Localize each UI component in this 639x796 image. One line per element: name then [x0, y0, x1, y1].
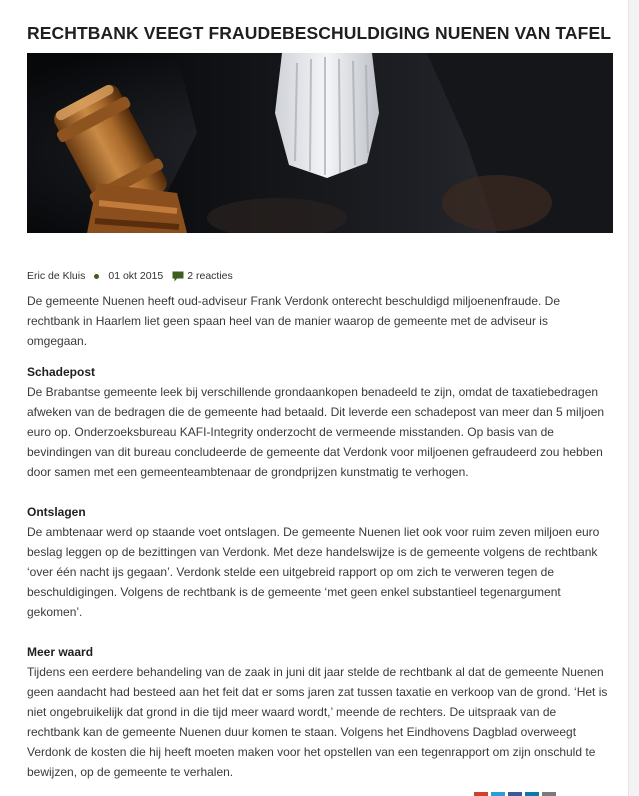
text-line: rechtbank kan de gemeente Nuenen duur komen te staan. Volgens het Eindhovens Dagblad overweegt	[27, 725, 577, 739]
text-line: euro op. Onderzoeksbureau KAFI-Integrity onderzocht de vermeende misstanden. Op basis van de	[27, 425, 554, 439]
text-line: De Brabantse gemeente leek bij verschillende grondaankopen benadeeld te zijn, omdat de taxatiebedragen	[27, 385, 599, 399]
text-line: omgegaan.	[27, 334, 88, 348]
intro-paragraph	[27, 291, 613, 351]
text-line: bevindingen van dit bureau concludeerde de gemeente dat Verdonk voor miljoenen gefraudeerd zou hebben	[27, 445, 603, 459]
section-heading-ontslagen: Ontslagen	[27, 505, 86, 519]
text-line: beschuldigingen. Volgens de rechtbank is de gemeente ‘met geen enkel substantieel tegenargument	[27, 585, 561, 599]
gavel-photo-illustration	[27, 53, 613, 233]
text-line: afweken van de bedragen die de gemeente had betaald. Dit leverde een schadepost van meer dan 5 miljoen	[27, 405, 605, 419]
share-icon-3[interactable]	[508, 792, 522, 796]
publish-date: 01 okt 2015	[108, 270, 164, 282]
share-icons	[474, 792, 556, 796]
share-icon-5[interactable]	[542, 792, 556, 796]
article-meta	[27, 269, 613, 283]
text-line: beslag leggen op de bezittingen van Verdonk. Met deze handelswijze is de gemeente volgens de rechtbank	[27, 545, 598, 559]
text-line: door samen met een gemeenteambtenaar de grondprijzen kunstmatig te verhogen.	[27, 465, 469, 479]
scrollbar-track[interactable]	[628, 0, 639, 796]
comment-bubble-icon	[172, 271, 184, 282]
article-title: RECHTBANK VEEGT FRAUDEBESCHULDIGING NUENEN VAN TAFEL	[27, 23, 612, 43]
article	[27, 0, 613, 782]
text-line: De ambtenaar werd op staande voet ontslagen. De gemeente Nuenen liet ook voor ruim zeven miljoen euro	[27, 525, 600, 539]
text-line: bewijzen, op de gemeente te verhalen.	[27, 765, 234, 779]
hero-image	[27, 53, 613, 233]
text-line: gekomen’.	[27, 605, 83, 619]
section-heading-schadepost: Schadepost	[27, 365, 96, 379]
text-line: ‘over één nacht ijs gegaan’. Verdonk stelde een uitgebreid rapport op om zich te verweren tegen de	[27, 565, 555, 579]
share-icon-4[interactable]	[525, 792, 539, 796]
text-line: geen aandacht had besteed aan het feit dat er soms jaren zat tussen taxatie en verkoop van de grond. ‘Het is	[27, 685, 608, 699]
section-paragraph-meer-waard	[27, 662, 613, 782]
section-heading-meer-waard: Meer waard	[27, 645, 94, 659]
section-paragraph-ontslagen	[27, 522, 613, 622]
share-icon-2[interactable]	[491, 792, 505, 796]
author-link[interactable]: Eric de Kluis	[27, 270, 86, 282]
share-icon-1[interactable]	[474, 792, 488, 796]
text-line: Verdonk de kosten die hij heeft moeten maken voor het opstellen van een tegenrapport om zijn onschuld te	[27, 745, 596, 759]
text-line: rechtbank in Haarlem liet geen spaan heel van de manier waarop de gemeente met de adviseur is	[27, 314, 548, 328]
section-paragraph-schadepost	[27, 382, 613, 482]
text-line: De gemeente Nuenen heeft oud-adviseur Frank Verdonk onterecht beschuldigd miljoenenfraude. De	[27, 294, 561, 308]
comments-link[interactable]: 2 reacties	[187, 270, 233, 282]
text-line: niet ongebruikelijk dat grond in die tijd meer waard wordt,’ meende de rechters. De uitspraak van de	[27, 705, 557, 719]
text-line: Tijdens een eerdere behandeling van de zaak in juni dit jaar stelde de rechtbank al dat de gemeente Nuenen	[27, 665, 604, 679]
separator-dot-icon	[94, 274, 99, 279]
